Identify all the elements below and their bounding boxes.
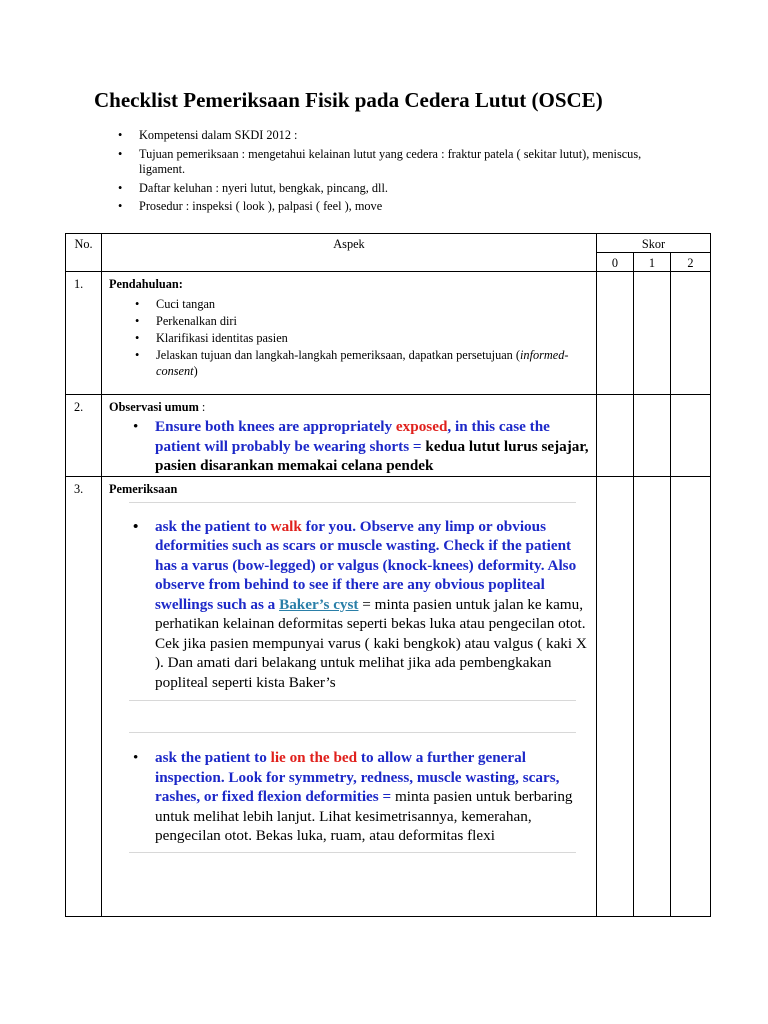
document-title: Checklist Pemeriksaan Fisik pada Cedera Lutut (OSCE) [94, 88, 603, 112]
row-number: 2. [66, 395, 102, 477]
score-cell[interactable] [671, 272, 711, 395]
list-item-text: Jelaskan tujuan dan langkah-langkah pemeriksaan, dapatkan persetujuan ( [156, 348, 520, 362]
list-item: • Perkenalkan diri [135, 313, 592, 329]
translation-text: = minta pasien untuk jalan ke kamu, perhatikan kelainan deformitas seperti bekas luka atau pengecilan otot. Cek jika pasien mempunyai varus ( kaki bengkok) atau valgus ( kaki X ). Dan amati dari belakang untuk melihat jika ada pembengkakan popliteal seperti kista Baker’s [155, 595, 587, 691]
score-cell[interactable] [597, 272, 634, 395]
heading-suffix: : [198, 400, 206, 414]
table-row [66, 272, 711, 395]
aspek-cell [102, 395, 597, 477]
divider [129, 700, 576, 701]
header-no: No. [66, 234, 102, 272]
intro-steps-list [109, 296, 592, 379]
intro-item-procedure: • Prosedur : inspeksi ( look ), palpasi ( feel ), move [118, 199, 678, 215]
highlight-text: exposed [395, 418, 448, 435]
intro-list [118, 128, 678, 218]
english-text: to allow a further general inspection. Look for symmetry, redness, muscle wasting, scars, rashes, or fixed flexion deformities = [155, 749, 560, 805]
translation-text: minta pasien untuk berbaring untuk melihat lebih lanjut. Lihat kesimetrisannya, kemerahan, pengecilan otot. Bekas luka, ruam, atau deformitas flexi [155, 788, 573, 844]
english-text: , in this case the patient will probably be wearing shorts = [155, 418, 550, 455]
bakers-cyst-link[interactable]: Baker’s cyst [279, 595, 359, 613]
table-row [66, 395, 711, 477]
aspek-cell [102, 272, 597, 395]
list-item [133, 417, 592, 476]
score-cell[interactable] [634, 395, 671, 477]
header-skor: Skor [597, 234, 711, 253]
list-item: • Cuci tangan [135, 296, 592, 312]
section-heading: Observasi umum [109, 400, 199, 414]
header-aspek: Aspek [102, 234, 597, 272]
consent-close: ) [193, 364, 198, 378]
intro-item-complaints: • Daftar keluhan : nyeri lutut, bengkak, pincang, dll. [118, 181, 678, 197]
english-text: ask the patient to [155, 517, 271, 535]
score-cell[interactable] [634, 476, 671, 917]
highlight-text: lie on the bed [270, 749, 358, 766]
intro-item-competency: • Kompetensi dalam SKDI 2012 : [118, 128, 678, 144]
score-cell[interactable] [671, 476, 711, 917]
list-item [135, 347, 592, 379]
score-cell[interactable] [597, 395, 634, 477]
english-text: for you. Observe any limp or obvious deformities such as scars or muscle wasting. Check if the patient has a varus (bow-legged) or valgus (knock-knees) deformity. Also observe from behind to see if there are any obvious popliteal swellings such as a [155, 517, 577, 613]
walk-inspection-list [109, 517, 592, 693]
section-heading-line [109, 400, 592, 415]
english-text: ask the patient to [155, 749, 271, 766]
divider [129, 732, 576, 733]
section-heading: Pemeriksaan [109, 481, 178, 496]
list-item: • Klarifikasi identitas pasien [135, 330, 592, 346]
score-cell[interactable] [671, 395, 711, 477]
row-number: 3. [66, 476, 102, 917]
row-number: 1. [66, 272, 102, 395]
divider [129, 502, 576, 503]
header-score-2: 2 [671, 253, 711, 272]
bed-inspection-list [109, 748, 592, 846]
aspek-cell [102, 476, 597, 917]
score-cell[interactable] [634, 272, 671, 395]
header-score-1: 1 [634, 253, 671, 272]
checklist-table [65, 233, 711, 917]
header-score-0: 0 [597, 253, 634, 272]
highlight-text: walk [270, 517, 302, 535]
english-text: Ensure both knees are appropriately [155, 418, 396, 435]
table-row [66, 476, 711, 917]
translation-text: kedua lutut lurus sejajar, pasien disarankan memakai celana pendek [155, 437, 589, 474]
intro-item-purpose: • Tujuan pemeriksaan : mengetahui kelainan lutut yang cedera : fraktur patela ( sekitar lutut), meniscus, ligament. [118, 147, 678, 178]
section-heading: Pendahuluan: [109, 277, 183, 291]
list-item [133, 748, 592, 846]
consent-term: informed-consent [156, 348, 569, 378]
divider [129, 852, 576, 853]
observation-list [109, 417, 592, 476]
score-cell[interactable] [597, 476, 634, 917]
list-item [133, 517, 592, 693]
